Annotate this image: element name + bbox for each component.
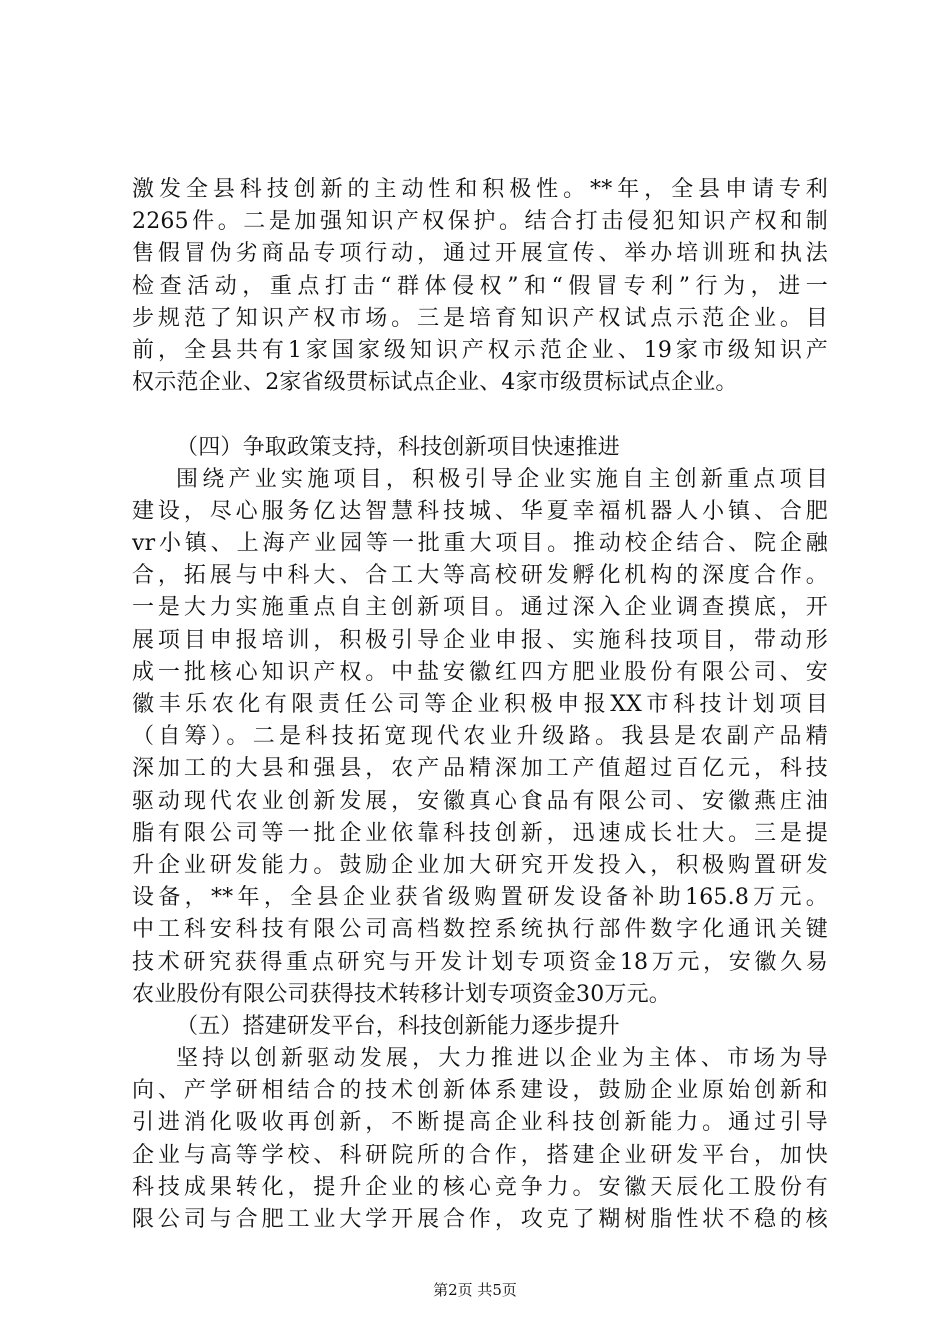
text-line: 售假冒伪劣商品专项行动，通过开展宣传、举办培训班和执法 (132, 241, 828, 267)
text-line: 限公司与合肥工业大学开展合作，攻克了糊树脂性状不稳的核 (132, 1207, 828, 1232)
text-line: 驱动现代农业创新发展，安徽真心食品有限公司、安徽燕庄油 (132, 788, 828, 814)
text-line: 坚持以创新驱动发展，大力推进以企业为主体、市场为导 (176, 1046, 828, 1072)
text-line: 向、产学研相结合的技术创新体系建设，鼓励企业原始创新和 (132, 1078, 828, 1104)
paragraph-policy-support (132, 464, 828, 1011)
text-line: 技术研究获得重点研究与开发计划专项资金18万元，安徽久易 (132, 949, 828, 975)
section-heading-5: （五）搭建研发平台，科技创新能力逐步提升 (176, 1013, 621, 1039)
text-line: 合，拓展与中科大、合工大等高校研发孵化机构的深度合作。 (132, 563, 828, 589)
paragraph-gap (132, 399, 828, 431)
text-line: 围绕产业实施项目，积极引导企业实施自主创新重点项目 (176, 466, 828, 492)
text-line: 建设，尽心服务亿达智慧科技城、华夏幸福机器人小镇、合肥 (132, 498, 828, 524)
page-number-footer: 第2页 共5页 (433, 1281, 517, 1299)
text-line: 权示范企业、2家省级贯标试点企业、4家市级贯标试点企业。 (132, 370, 738, 396)
text-line: 步规范了知识产权市场。三是培育知识产权试点示范企业。目 (132, 305, 828, 331)
text-line: 引进消化吸收再创新，不断提高企业科技创新能力。通过引导 (132, 1110, 828, 1136)
text-line: 徽丰乐农化有限责任公司等企业积极申报XX市科技计划项目 (132, 692, 828, 717)
text-line: 脂有限公司等一批企业依靠科技创新，迅速成长壮大。三是提 (132, 820, 828, 846)
text-line: 中工科安科技有限公司高档数控系统执行部件数字化通讯关键 (132, 917, 828, 943)
text-line: vr小镇、上海产业园等一批重大项目。推动校企结合、院企融 (132, 531, 828, 557)
text-line: 2265件。二是加强知识产权保护。结合打击侵犯知识产权和制 (132, 209, 828, 235)
text-line: 检查活动，重点打击“群体侵权”和“假冒专利”行为，进一 (132, 273, 828, 299)
text-line: （自筹）。二是科技拓宽现代农业升级路。我县是农副产品精 (132, 724, 828, 750)
text-line: 展项目申报培训，积极引导企业申报、实施科技项目，带动形 (132, 627, 828, 653)
document-body (132, 174, 828, 1236)
text-line: 农业股份有限公司获得技术转移计划专项资金30万元。 (132, 981, 671, 1007)
text-line: 前，全县共有1家国家级知识产权示范企业、19家市级知识产 (132, 337, 828, 363)
text-line: 激发全县科技创新的主动性和积极性。**年，全县申请专利 (132, 177, 828, 202)
text-line: 升企业研发能力。鼓励企业加大研究开发投入，积极购置研发 (132, 852, 828, 878)
paragraph-knowledge-property (132, 174, 828, 399)
paragraph-rd-platform (132, 1043, 828, 1236)
text-line: 设备，**年，全县企业获省级购置研发设备补助165.8万元。 (132, 885, 828, 911)
text-line: 企业与高等学校、科研院所的合作，搭建企业研发平台，加快 (132, 1142, 828, 1168)
text-line: 一是大力实施重点自主创新项目。通过深入企业调查摸底，开 (132, 595, 828, 621)
section-heading-4: （四）争取政策支持，科技创新项目快速推进 (176, 434, 621, 460)
text-line: 成一批核心知识产权。中盐安徽红四方肥业股份有限公司、安 (132, 659, 828, 685)
text-line: 深加工的大县和强县，农产品精深加工产值超过百亿元，科技 (132, 756, 828, 782)
text-line: 科技成果转化，提升企业的核心竞争力。安徽天辰化工股份有 (132, 1174, 828, 1200)
